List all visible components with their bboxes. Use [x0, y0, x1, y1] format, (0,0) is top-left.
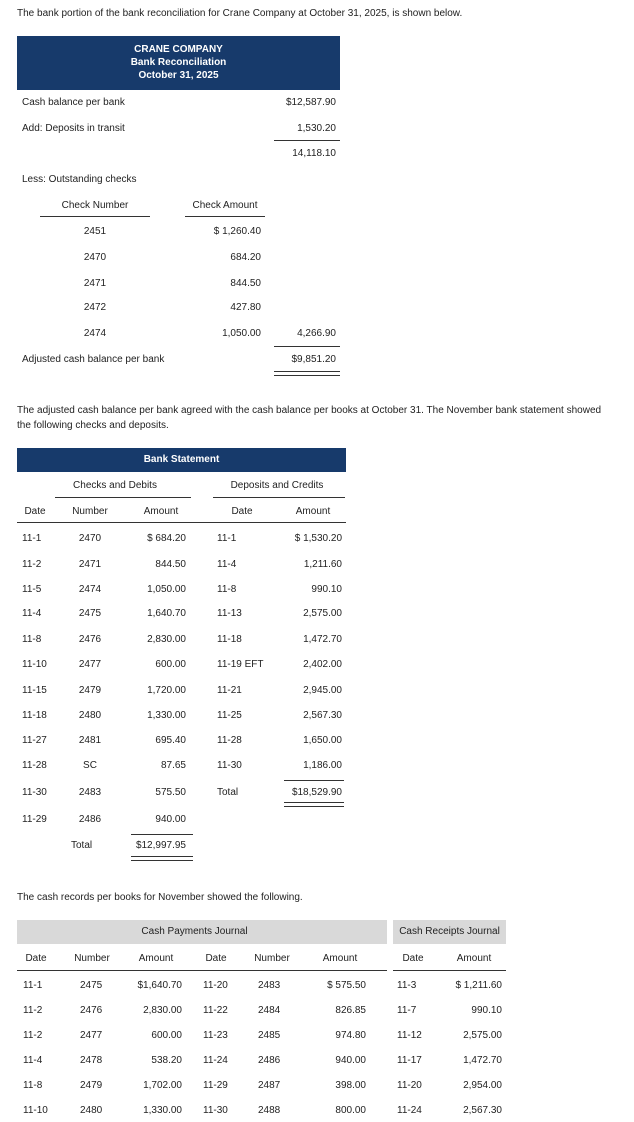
- pj-number: 2478: [80, 1055, 103, 1066]
- bs-check-number: 2483: [78, 787, 102, 798]
- pj-amount: 600.00: [151, 1030, 182, 1041]
- statement-title: Bank Reconciliation: [130, 57, 227, 68]
- check-amount: 684.20: [230, 252, 261, 263]
- check-number: 2472: [83, 302, 107, 313]
- rj-amount: 2,575.00: [463, 1030, 502, 1041]
- pj-date: 11-4: [23, 1055, 43, 1066]
- check-number-header: Check Number: [61, 200, 129, 211]
- bs-date-header: Date: [24, 506, 46, 517]
- bank-statement-header: Bank Statement: [17, 448, 346, 472]
- pj-number2: 2486: [258, 1055, 281, 1066]
- pj-amount2: 800.00: [335, 1105, 366, 1116]
- bs-check-date: 11-8: [22, 634, 42, 645]
- rj-date: 11-17: [397, 1055, 422, 1066]
- pj-date2: 11-30: [203, 1105, 228, 1116]
- reconciliation-header: [17, 36, 340, 90]
- bs-checks-total-double-underline: [131, 856, 193, 861]
- bs-deposit-date: 11-13: [217, 608, 242, 619]
- rj-date: 11-7: [397, 1005, 417, 1016]
- rj-amount: 1,472.70: [463, 1055, 502, 1066]
- payments-journal-title: Cash Payments Journal: [141, 926, 248, 937]
- bs-check-date: 11-10: [22, 659, 47, 670]
- bs-deposit-amount: 2,402.00: [303, 659, 342, 670]
- rj-amount: 2,954.00: [463, 1080, 502, 1091]
- check-amount: $ 1,260.40: [213, 226, 261, 237]
- deposits-credits-header: Deposits and Credits: [230, 480, 324, 491]
- bs-check-number: 2481: [78, 735, 102, 746]
- bs-deposit-amount: 1,211.60: [303, 559, 342, 570]
- bs-check-date: 11-2: [22, 559, 42, 570]
- bs-check-number: 2476: [78, 634, 102, 645]
- pj-date2-header: Date: [205, 953, 227, 964]
- bs-check-amount: 87.65: [160, 760, 186, 771]
- subtotal-underline: [274, 140, 340, 141]
- bs-amount-header: Amount: [143, 506, 179, 517]
- rj-date: 11-24: [397, 1105, 422, 1116]
- bs-deposit-amount: $ 1,530.20: [294, 533, 342, 544]
- bs-deposit-date: 11-1: [217, 533, 237, 544]
- bs-deposit-amount: 1,472.70: [303, 634, 342, 645]
- bs-deposits-total: $18,529.90: [291, 787, 342, 798]
- check-number: 2474: [83, 328, 107, 339]
- pj-date: 11-2: [23, 1005, 43, 1016]
- deposits-in-transit-label: Add: Deposits in transit: [22, 123, 125, 134]
- bs-check-number: 2470: [78, 533, 102, 544]
- rj-header-underline: [393, 970, 506, 971]
- bs-deposit-date-header: Date: [231, 506, 253, 517]
- bs-deposit-date: 11-8: [217, 584, 237, 595]
- bs-check-amount: 940.00: [155, 814, 186, 825]
- pj-date2: 11-22: [203, 1005, 228, 1016]
- bs-check-amount: 575.50: [155, 787, 186, 798]
- bs-check-date: 11-27: [22, 735, 47, 746]
- pj-date: 11-8: [23, 1080, 43, 1091]
- pj-amount2: $ 575.50: [327, 980, 366, 991]
- rj-date-header: Date: [402, 953, 424, 964]
- check-amount: 427.80: [230, 302, 261, 313]
- subtotal-value: 14,118.10: [292, 148, 336, 159]
- pj-date: 11-1: [23, 980, 43, 991]
- bs-check-amount: 1,720.00: [147, 685, 186, 696]
- bs-deposit-date: 11-30: [217, 760, 242, 771]
- checks-debits-underline: [55, 497, 191, 498]
- bs-check-number: 2486: [78, 814, 102, 825]
- bs-deposit-amount: 990.10: [311, 584, 342, 595]
- adjusted-balance-double-underline: [274, 371, 340, 376]
- bs-deposit-amount: 2,575.00: [303, 608, 342, 619]
- bs-check-amount: 695.40: [155, 735, 186, 746]
- bs-check-amount: 1,330.00: [147, 710, 186, 721]
- cash-balance-value: $12,587.90: [285, 97, 336, 108]
- pj-number: 2479: [80, 1080, 103, 1091]
- middle-text-line2: the following checks and deposits.: [17, 420, 169, 431]
- cash-balance-label: Cash balance per bank: [22, 97, 125, 108]
- pj-amount: 538.20: [151, 1055, 182, 1066]
- pj-header-underline: [17, 970, 387, 971]
- rj-date: 11-20: [397, 1080, 422, 1091]
- bs-check-date: 11-30: [22, 787, 47, 798]
- pj-number: 2476: [80, 1005, 103, 1016]
- pj-number-header: Number: [74, 953, 110, 964]
- check-number-header-underline: [40, 216, 150, 217]
- bs-deposit-amount: 1,650.00: [303, 735, 342, 746]
- bs-check-date: 11-18: [22, 710, 47, 721]
- pj-amount2: 974.80: [335, 1030, 366, 1041]
- check-number: 2470: [83, 252, 107, 263]
- check-number: 2471: [83, 278, 107, 289]
- pj-date2: 11-24: [203, 1055, 228, 1066]
- bs-check-number: 2479: [78, 685, 102, 696]
- rj-date: 11-12: [397, 1030, 422, 1041]
- bs-deposit-amount: 2,567.30: [303, 710, 342, 721]
- deposits-in-transit-value: 1,530.20: [297, 123, 336, 134]
- adjusted-balance-value: $9,851.20: [291, 354, 336, 365]
- bs-deposits-total-double-underline: [284, 802, 344, 807]
- bs-check-amount: $ 684.20: [147, 533, 186, 544]
- pj-date: 11-10: [23, 1105, 48, 1116]
- bs-check-date: 11-5: [22, 584, 42, 595]
- receipts-journal-title: Cash Receipts Journal: [399, 926, 500, 937]
- pj-number2-header: Number: [254, 953, 290, 964]
- bs-check-number: 2480: [78, 710, 102, 721]
- bs-deposit-date: 11-21: [217, 685, 242, 696]
- pj-amount: 1,702.00: [143, 1080, 182, 1091]
- bs-deposit-amount-header: Amount: [295, 506, 331, 517]
- pj-number2: 2484: [258, 1005, 281, 1016]
- pj-amount: 2,830.00: [143, 1005, 182, 1016]
- books-text: The cash records per books for November showed the following.: [17, 892, 303, 903]
- company-name: CRANE COMPANY: [134, 44, 223, 55]
- pj-amount-header: Amount: [138, 953, 174, 964]
- bs-deposits-total-label: Total: [217, 787, 239, 798]
- bs-deposit-amount: 1,186.00: [303, 760, 342, 771]
- check-amount: 844.50: [230, 278, 261, 289]
- bs-check-number: 2477: [78, 659, 102, 670]
- rj-amount: 2,567.30: [463, 1105, 502, 1116]
- bs-deposit-date: 11-19 EFT: [217, 659, 264, 670]
- pj-number: 2477: [80, 1030, 103, 1041]
- bs-number-header: Number: [72, 506, 108, 517]
- pj-number: 2480: [80, 1105, 103, 1116]
- adjusted-balance-label: Adjusted cash balance per bank: [22, 354, 165, 365]
- pj-amount: 1,330.00: [143, 1105, 182, 1116]
- bs-check-amount: 844.50: [155, 559, 186, 570]
- check-amount: 1,050.00: [222, 328, 261, 339]
- rj-amount: 990.10: [471, 1005, 502, 1016]
- pj-amount2: 398.00: [335, 1080, 366, 1091]
- bs-checks-total-label: Total: [71, 840, 93, 851]
- checks-debits-header: Checks and Debits: [73, 480, 157, 491]
- bs-deposit-date: 11-28: [217, 735, 242, 746]
- pj-number: 2475: [80, 980, 103, 991]
- pj-date: 11-2: [23, 1030, 43, 1041]
- pj-date2: 11-20: [203, 980, 228, 991]
- bs-deposit-date: 11-18: [217, 634, 242, 645]
- check-number: 2451: [83, 226, 107, 237]
- pj-date2: 11-23: [203, 1030, 228, 1041]
- bs-check-amount: 1,640.70: [147, 608, 186, 619]
- adjusted-balance-topline: [274, 346, 340, 347]
- bs-column-header-underline: [17, 522, 346, 523]
- rj-amount-header: Amount: [456, 953, 492, 964]
- bs-check-amount: 600.00: [155, 659, 186, 670]
- bs-checks-total-topline: [131, 834, 193, 835]
- pj-date-header: Date: [25, 953, 47, 964]
- bs-check-number: 2471: [78, 559, 102, 570]
- pj-amount: $1,640.70: [137, 980, 182, 991]
- bs-check-date: 11-1: [22, 533, 42, 544]
- bs-check-number: SC: [83, 760, 97, 771]
- pj-number2: 2483: [258, 980, 281, 991]
- middle-text-line1: The adjusted cash balance per bank agreed with the cash balance per books at October 31. The November bank statement showed: [17, 405, 602, 416]
- bs-check-date: 11-15: [22, 685, 47, 696]
- rj-amount: $ 1,211.60: [455, 980, 502, 991]
- rj-date: 11-3: [397, 980, 417, 991]
- bs-deposits-total-topline: [284, 780, 344, 781]
- pj-number2: 2485: [258, 1030, 281, 1041]
- intro-text: The bank portion of the bank reconciliation for Crane Company at October 31, 2025, is shown below.: [17, 8, 463, 19]
- bs-check-number: 2475: [78, 608, 102, 619]
- pj-number2: 2487: [258, 1080, 281, 1091]
- bs-check-date: 11-29: [22, 814, 47, 825]
- bs-checks-total: $12,997.95: [135, 840, 186, 851]
- bs-check-amount: 1,050.00: [147, 584, 186, 595]
- bs-check-date: 11-28: [22, 760, 47, 771]
- outstanding-checks-total: 4,266.90: [297, 328, 336, 339]
- pj-number2: 2488: [258, 1105, 281, 1116]
- bs-check-date: 11-4: [22, 608, 42, 619]
- bs-check-amount: 2,830.00: [147, 634, 186, 645]
- bs-deposit-amount: 2,945.00: [303, 685, 342, 696]
- check-amount-header: Check Amount: [192, 200, 258, 211]
- outstanding-checks-label: Less: Outstanding checks: [22, 174, 137, 185]
- pj-amount2: 826.85: [335, 1005, 366, 1016]
- bs-deposit-date: 11-4: [217, 559, 237, 570]
- bs-deposit-date: 11-25: [217, 710, 242, 721]
- statement-date: October 31, 2025: [138, 70, 219, 81]
- pj-date2: 11-29: [203, 1080, 228, 1091]
- pj-amount2-header: Amount: [322, 953, 358, 964]
- bs-check-number: 2474: [78, 584, 102, 595]
- deposits-credits-underline: [213, 497, 345, 498]
- check-amount-header-underline: [185, 216, 265, 217]
- pj-amount2: 940.00: [335, 1055, 366, 1066]
